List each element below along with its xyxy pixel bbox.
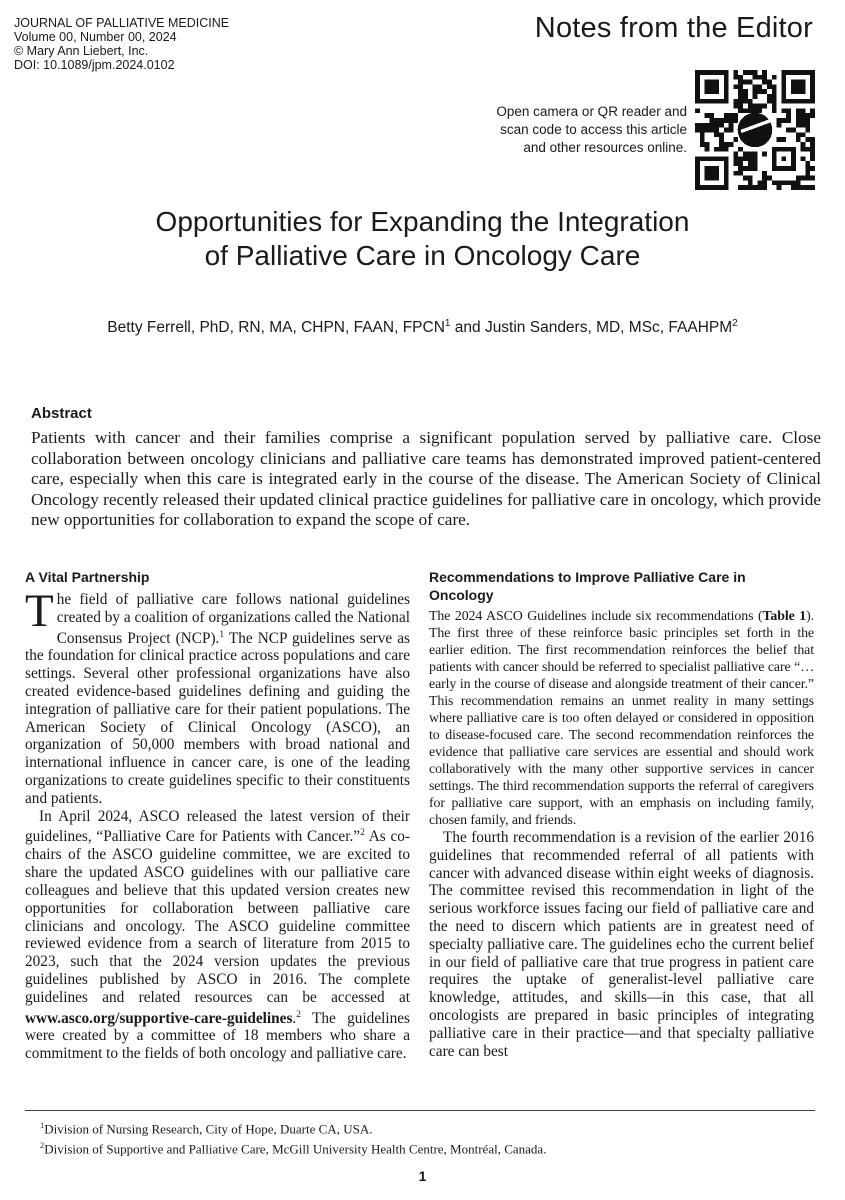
body-text: ). The first three of these reinforce basic principles set forth in the earlier edition. The first recommendation reinforces the belief that patients with cancer should be referred to specialist palliative care “…early in the course of disease and alongside treatment of their cancer.” This recommendation remains an unmet reality in many settings where palliative care is too often delayed or considered in opposition to disease-focused care. The second recommendation reinforces the evidence that palliative care services are essential and should work collaboratively with the many other supportive services in cancer settings. The third recommendation supports the referral of caregivers for palliative care support, with an emphasis on including family, chosen family, and friends. — [429, 609, 814, 828]
journal-copyright: © Mary Ann Liebert, Inc. — [14, 44, 149, 58]
section-heading: A Vital Partnership — [25, 569, 150, 585]
journal-volume: Volume 00, Number 00, 2024 — [14, 30, 177, 44]
abstract-text: Patients with cancer and their families comprise a significant population served by palliative care. Close collaboration between oncology clinicians and palliative care teams has demonstrated improved patient-centered care, especially when this care is integrated early in the course of the disease. The American Society of Clinical Oncology recently released their updated clinical practice guidelines for palliative care in oncology, which provide new opportunities for collaboration to expand the scope of care. — [31, 428, 821, 529]
left-column — [25, 568, 410, 1063]
body-text: The NCP guidelines serve as the foundation for clinical practice across populations and care settings. Several other professional organizations have also created evidence-based guidelines defining and guiding the integration of palliative care for their patient populations. The American Society of Clinical Oncology (ASCO), an organization of 50,000 members with broad national and international influence in cancer care, is one of the leading organizations to create guidelines specific to their constituents and patients. — [25, 629, 410, 807]
footnote-divider — [25, 1110, 815, 1111]
footnote-marker: 2 — [40, 1140, 45, 1151]
footnote-text: Division of Nursing Research, City of Hope, Duarte CA, USA. — [44, 1121, 373, 1137]
table-reference-link[interactable]: Table 1 — [762, 609, 807, 624]
drop-cap: T — [25, 585, 54, 637]
section-heading: Recommendations to Improve Palliative Care in Oncology — [429, 569, 746, 603]
footnotes — [40, 1117, 546, 1158]
body-text: The guidelines were created by a committee of 18 members who share a commitment to the fields of both oncology and palliative care. — [25, 1009, 410, 1063]
journal-doi[interactable]: DOI: 10.1089/jpm.2024.0102 — [14, 58, 175, 72]
journal-info — [14, 16, 229, 72]
author-name: Betty Ferrell, PhD, RN, MA, CHPN, FAAN, FPCN — [107, 319, 445, 337]
author-list — [0, 318, 845, 337]
footnote — [40, 1137, 546, 1157]
footnote-marker: 1 — [40, 1120, 45, 1130]
page-number: 1 — [418, 1168, 427, 1184]
body-paragraph — [25, 585, 410, 808]
journal-name: JOURNAL OF PALLIATIVE MEDICINE — [14, 16, 230, 30]
abstract-heading: Abstract — [31, 405, 92, 422]
section-title: Notes from the Editor — [534, 12, 813, 44]
author-name: Justin Sanders, MD, MSc, FAAHPM — [484, 319, 733, 337]
body-text: . — [292, 1009, 297, 1027]
author-separator: and — [450, 319, 485, 337]
body-text: In April 2024, ASCO released the latest version of their guidelines, “Palliative Care for Patients with Cancer.” — [25, 807, 410, 846]
citation-marker[interactable]: 2 — [296, 1009, 301, 1020]
body-text: As co-chairs of the ASCO guideline committee, we are excited to share the updated ASCO guidelines with our palliative care colleagues and believe that this updated version creates new opportunities for collaboration between palliative care clinicians and oncology. The ASCO guideline committee reviewed evidence from a search of literature from 2015 to 2023, such that the 2024 version updates the previous guidelines published by ASCO in 2016. The complete guidelines and related resources can be accessed at — [25, 828, 410, 1006]
footnote — [40, 1117, 546, 1137]
qr-caption-line: and other resources online. — [523, 140, 687, 155]
affiliation-marker: 1 — [444, 318, 451, 329]
article-title — [0, 205, 845, 273]
citation-marker[interactable]: 1 — [219, 629, 225, 640]
affiliation-marker: 2 — [732, 318, 738, 329]
qr-caption-line: Open camera or QR reader and — [496, 104, 687, 119]
body-paragraph — [429, 608, 814, 829]
body-paragraph — [25, 808, 410, 1063]
guidelines-link[interactable]: www.asco.org/supportive-care-guidelines — [25, 1009, 293, 1027]
citation-marker[interactable]: 2 — [360, 828, 365, 839]
body-text: he field of palliative care follows national guidelines created by a coalition of organizations called the National Consensus Project (NCP). — [56, 591, 410, 647]
qr-code-icon[interactable] — [695, 70, 815, 190]
article-title-line: of Palliative Care in Oncology Care — [204, 240, 641, 271]
article-title-line: Opportunities for Expanding the Integration — [155, 206, 690, 237]
footnote-text: Division of Supportive and Palliative Care, McGill University Health Centre, Montréal, Canada. — [44, 1141, 547, 1157]
right-column — [429, 568, 814, 1060]
body-paragraph: The fourth recommendation is a revision of the earlier 2016 guidelines that recommended referral of all patients with cancer with advanced disease within eight weeks of diagnosis. The committee revised this recommendation in light of the serious workforce issues facing our field of palliative care and the need to discern which patients are in greatest need of specialty palliative care. The guidelines echo the current belief in our field of palliative care that true progress in patient care requires the uptake of generalist-level palliative care knowledge, attitudes, and skills—in this case, that all oncologists are prepared in basic principles of integrating palliative care in their practice—and that specialty palliative care can best — [429, 829, 814, 1060]
body-text: The 2024 ASCO Guidelines include six recommendations ( — [429, 609, 763, 624]
qr-caption-line: scan code to access this article — [500, 122, 687, 137]
qr-caption — [477, 103, 687, 157]
